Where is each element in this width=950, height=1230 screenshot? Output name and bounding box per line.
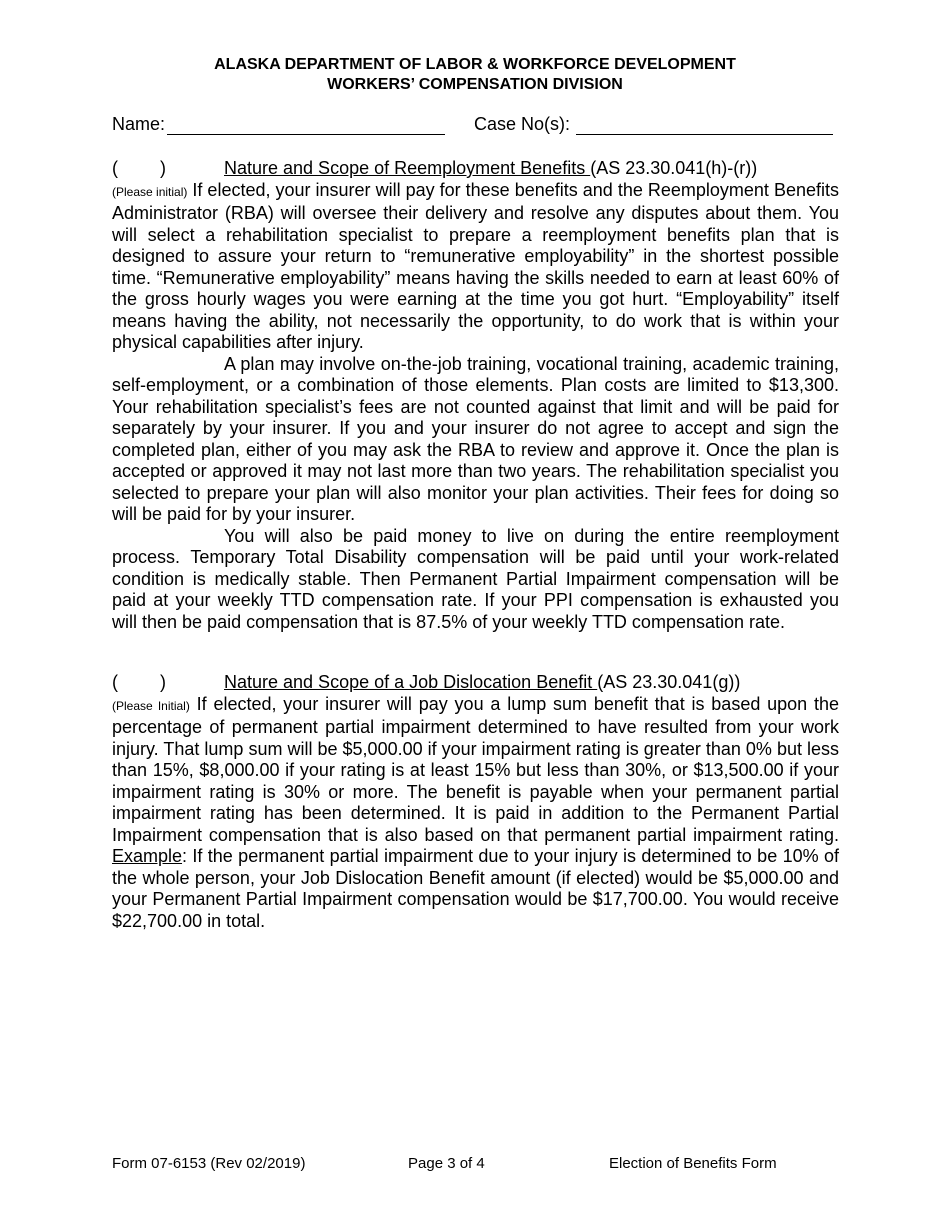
page-footer: [112, 1155, 839, 1175]
form-title: Election of Benefits Form: [609, 1155, 777, 1172]
dislocation-initial-note: (Please Initial): [112, 698, 190, 713]
reemployment-paragraph-1-text: If elected, your insurer will pay for these benefits and the Reemployment Benefits Administrator (RBA) will oversee their delivery and resolve any disputes about them. You will select a rehabilitation specialist to prepare a reemployment benefits plan that is designed to assure your return to “remunerative employability” in the shortest possible time. “Remunerative employability” means having the skills needed to earn at least 60% of the gross hourly wages you were earning at the time you got hurt. “Employability” itself means having the ability, not necessarily the opportunity, to do work that is within your physical capabilities after injury.: [112, 179, 839, 352]
case-number-field[interactable]: [576, 114, 833, 135]
identification-fields: [112, 114, 839, 140]
reemployment-title-line: [112, 158, 839, 180]
reemployment-citation: (AS 23.30.041(h)-(r)): [590, 158, 758, 178]
dislocation-title-text: Nature and Scope of a Job Dislocation Benefit: [224, 672, 598, 692]
reemployment-initial-box-close[interactable]: ): [160, 158, 166, 178]
dislocation-title: [224, 672, 740, 694]
dislocation-initial-box-close[interactable]: ): [160, 672, 166, 692]
division-title: WORKERS’ COMPENSATION DIVISION: [327, 76, 623, 93]
reemployment-paragraph-3: You will also be paid money to live on during the entire reemployment process. Temporary Total Disability compensation will be paid until your work-related condition is medically stable. Then Permanent Partial Impairment compensation will be paid at your weekly TTD compensation rate. If your PPI compensation is exhausted you will then be paid compensation that is 87.5% of your weekly TTD compensation rate.: [112, 525, 839, 632]
reemployment-initial-note: (Please initial): [112, 184, 188, 199]
reemployment-benefits-section: [112, 158, 839, 633]
reemployment-paragraph-1: [112, 180, 839, 354]
dislocation-initial-box-open[interactable]: (: [112, 672, 118, 692]
agency-title: ALASKA DEPARTMENT OF LABOR & WORKFORCE DEVELOPMENT: [214, 56, 736, 73]
name-label: Name:: [112, 114, 166, 134]
case-number-field-group: [474, 114, 833, 135]
case-number-label: Case No(s):: [474, 114, 571, 134]
name-field[interactable]: [167, 114, 445, 135]
document-header: [0, 55, 950, 95]
dislocation-paragraph-text-b: : If the permanent partial impairment due to your injury is determined to be 10% of the whole person, your Job Dislocation Benefit amount (if elected) would be $5,000.00 and your Permanent Partial Impairment compensation would be $17,700.00. You would receive $22,700.00 in total.: [112, 846, 839, 931]
dislocation-paragraph: [112, 694, 839, 933]
example-label: Example: [112, 846, 183, 866]
job-dislocation-section: [112, 672, 839, 932]
dislocation-paragraph-text-a: If elected, your insurer will pay you a lump sum benefit that is based upon the percentage of permanent partial impairment determined to have resulted from your work injury. That lump sum will be $5,000.00 if your impairment rating is greater than 0% but less than 15%, $8,000.00 if your rating is at least 15% but less than 30%, or $13,500.00 if your impairment rating is 30% or more. The benefit is payable when your permanent partial impairment rating has been determined. It is paid in addition to the Permanent Partial Impairment compensation that is also based on that permanent partial impairment rating.: [112, 693, 840, 845]
dislocation-citation: (AS 23.30.041(g)): [597, 672, 741, 692]
reemployment-paragraph-2: A plan may involve on-the-job training, vocational training, academic training, self-employment, or a combination of those elements. Plan costs are limited to $13,300. Your rehabilitation specialist’s fees are not counted against that limit and will be paid for separately by your insurer. If you and your insurer do not agree to accept and sign the completed plan, either of you may ask the RBA to review and approve it. Once the plan is accepted or approved it may not last more than two years. The rehabilitation specialist you selected to prepare your plan will also monitor your plan activities. Their fees for doing so will be paid for by your insurer.: [112, 353, 839, 524]
reemployment-title-text: Nature and Scope of Reemployment Benefits: [224, 158, 591, 178]
page-number: Page 3 of 4: [408, 1155, 485, 1172]
name-field-group: [112, 114, 445, 135]
form-number: Form 07-6153 (Rev 02/2019): [112, 1155, 306, 1172]
reemployment-initial-box-open[interactable]: (: [112, 158, 118, 178]
dislocation-title-line: [112, 672, 839, 694]
reemployment-title: [224, 158, 757, 180]
